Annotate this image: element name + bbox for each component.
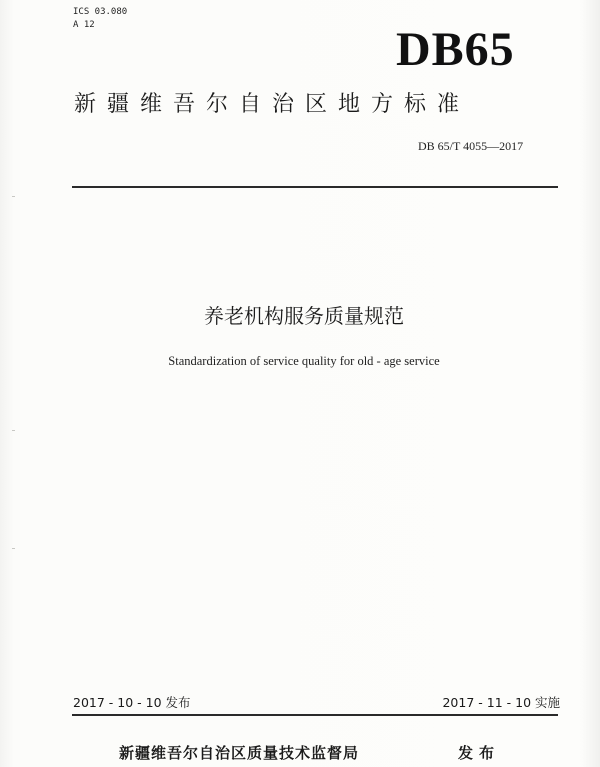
- title-english: Standardization of service quality for old - age service: [168, 354, 440, 368]
- ics-code: ICS 03.080: [73, 7, 128, 17]
- implementation-date: 2017 - 11 - 10 实施: [442, 695, 560, 710]
- db-code: DB65: [396, 23, 515, 76]
- category-code: A 12: [73, 20, 95, 30]
- publish-label: 发布: [458, 744, 501, 762]
- top-divider: [72, 186, 558, 188]
- scan-mark: [12, 548, 15, 549]
- standard-number: DB 65/T 4055—2017: [418, 139, 524, 153]
- scan-mark: [12, 430, 15, 431]
- classification-codes: [73, 6, 127, 32]
- scan-mark: [12, 196, 15, 197]
- bottom-divider: [72, 714, 558, 716]
- standard-type: 新疆维吾尔自治区地方标准: [74, 92, 471, 117]
- issuing-authority: 新疆维吾尔自治区质量技术监督局: [119, 744, 360, 762]
- title-chinese: 养老机构服务质量规范: [204, 304, 404, 328]
- issue-date: 2017 - 10 - 10 发布: [73, 695, 191, 710]
